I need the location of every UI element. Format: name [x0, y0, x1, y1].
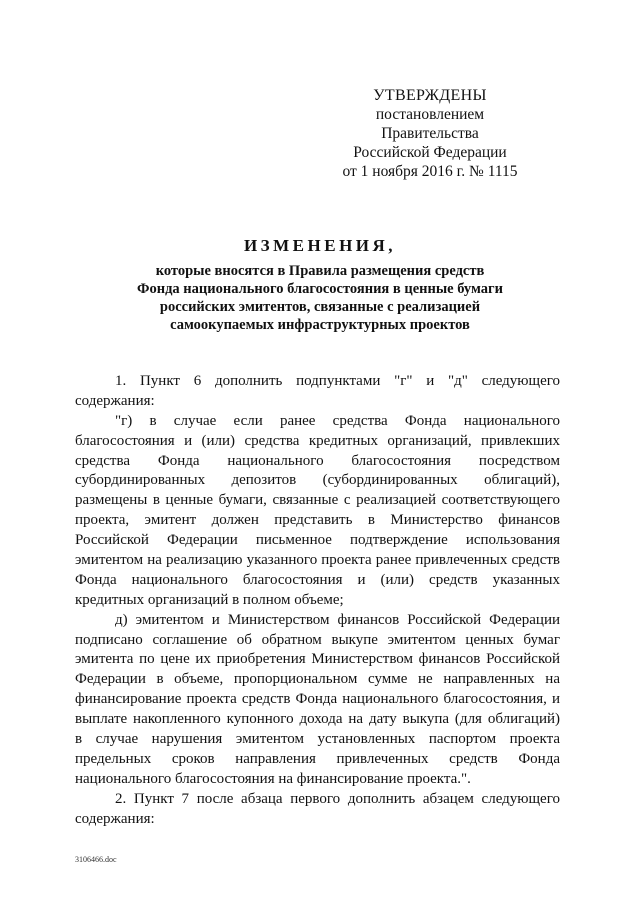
approval-date-number: от 1 ноября 2016 г. № 1115 [342, 163, 518, 180]
body-line: благосостояния и (или) средства кредитных организаций, привлекших [75, 432, 560, 449]
body-line: Российской Федерации письменное подтверждение использования [75, 532, 560, 549]
body-line: в случае нарушения эмитентом установленных паспортом проекта [75, 731, 560, 748]
body-line: "г) в случае если ранее средства Фонда национального [115, 412, 560, 429]
body-line: эмитентом на реализацию указанного проекта ранее привлеченных средств [75, 552, 560, 569]
body-line: 2. Пункт 7 после абзаца первого дополнить абзацем следующего [115, 790, 560, 807]
body-line: выплате накопленного купонного дохода на дату выкупа (для облигаций) [75, 711, 560, 728]
body-line: субординированных депозитов (субординированных облигаций), [75, 472, 560, 489]
document-body [75, 372, 560, 829]
body-line: средства Фонда национального благосостояния посредством [75, 452, 560, 469]
body-line: эмитента по цене их приобретения Министерством финансов Российской [75, 651, 560, 668]
body-line: подписано соглашение об обратном выкупе эмитентом ценных бумаг [75, 631, 560, 648]
body-line: д) эмитентом и Министерством финансов Российской Федерации [115, 611, 560, 628]
body-line: проекта, эмитент должен представить в Министерство финансов [75, 512, 560, 529]
approval-line: постановлением Правительства [375, 106, 485, 142]
body-line: Федерации в объеме, пропорциональном сумме не направленных на [75, 671, 560, 688]
body-line: 1. Пункт 6 дополнить подпунктами "г" и "д" следующего [115, 373, 560, 389]
document-title: ИЗМЕНЕНИЯ, [243, 236, 397, 255]
subtitle-line: самоокупаемых инфраструктурных проектов [170, 317, 470, 333]
subtitle-line: которые вносятся в Правила размещения средств [155, 263, 485, 279]
document-subtitle [100, 262, 540, 334]
subtitle-line: российских эмитентов, связанные с реализацией [159, 299, 481, 315]
body-line: кредитных организаций в полном объеме; [75, 591, 344, 608]
footer-file-name: 3106466.doc [75, 855, 117, 864]
approval-stamp [330, 86, 530, 181]
body-line: содержания: [75, 392, 155, 409]
body-line: национального благосостояния на финансирование проекта.". [75, 770, 471, 787]
approval-line: Российской Федерации [353, 144, 507, 161]
body-line: предельных сроков направления привлеченных средств Фонда [75, 750, 560, 767]
body-line: финансирование проекта средств Фонда национального благосостояния, и [75, 691, 560, 708]
body-line: Фонда национального благосостояния и (или) средств указанных [75, 571, 560, 588]
body-line: размещены в ценные бумаги, связанные с реализацией соответствующего [75, 492, 560, 509]
subtitle-line: Фонда национального благосостояния в ценные бумаги [137, 281, 503, 297]
approval-heading: УТВЕРЖДЕНЫ [373, 87, 487, 104]
body-line: содержания: [75, 810, 155, 827]
